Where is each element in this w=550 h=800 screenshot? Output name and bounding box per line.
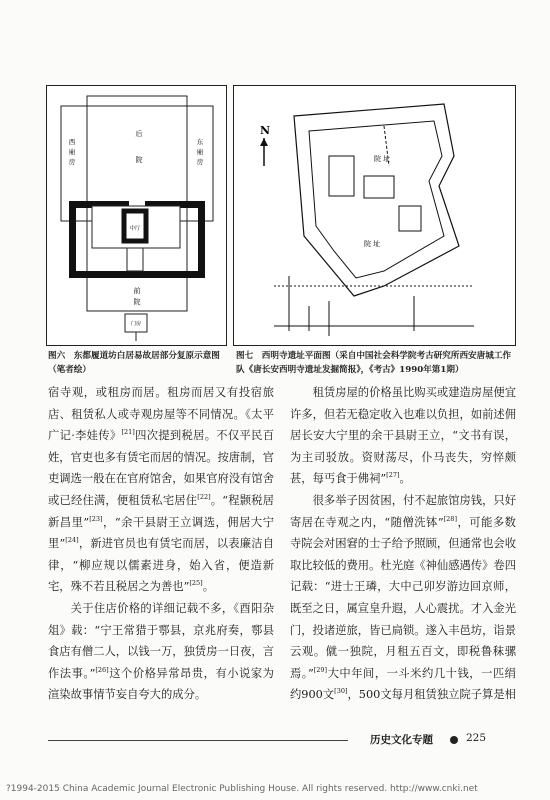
- svg-text:房: 房: [196, 158, 204, 166]
- svg-text:后: 后: [135, 130, 143, 138]
- body-column-left: [48, 382, 274, 706]
- footnote-ref: [29]: [313, 665, 328, 674]
- east-wing-label: [197, 137, 204, 166]
- paragraph: 租赁房屋的价格虽比购买或建造房屋便宜许多，但若无稳定收入也难以负担，如前述佣居长安大宁里的余干县尉王立，“文书有误，为主司驳放。资财荡尽，仆马丧失，穷悴颇甚，每丐食于佛祠”[27]。: [290, 386, 516, 486]
- back-court-label: [136, 129, 143, 164]
- footer-rule: [48, 740, 348, 741]
- figure-6: [46, 85, 227, 346]
- page-number: 225: [466, 732, 487, 744]
- body-column-right: [290, 382, 516, 706]
- footnote-ref: [21]: [121, 428, 135, 437]
- svg-text:前: 前: [133, 287, 141, 295]
- residence-plan-diagram: [47, 86, 226, 345]
- svg-text:院: 院: [133, 298, 141, 306]
- svg-text:东: 东: [196, 138, 204, 146]
- yard-label-2: 院 址: [364, 240, 381, 248]
- footnote-ref: [25]: [189, 579, 203, 588]
- west-wing-label: [69, 138, 76, 166]
- footnote-ref: [28]: [443, 514, 457, 523]
- footnote-ref: [27]: [386, 471, 400, 480]
- svg-text:西: 西: [68, 138, 76, 146]
- figure-6-caption: 图六 东都履道坊白居易故居部分复原示意图（笔者绘）: [48, 351, 220, 375]
- temple-site-plan: [234, 86, 515, 345]
- yard-label-1: 院 址: [374, 155, 391, 163]
- paragraph: 关于住店价格的详细记载不多，《酉阳杂俎》载：“宁王常猎于鄠县，京兆府奏，鄠县食店有僧二人，以钱一万，独赁房一日夜，言作法事。”[26]这个价格异常昂贵，有小说家为渲染故事情节妄自夸大的成分。: [48, 601, 274, 702]
- svg-text:N: N: [260, 124, 271, 137]
- svg-text:房: 房: [68, 158, 76, 166]
- copyright-watermark: ?1994-2015 China Academic Journal Electronic Publishing House. All rights reserved. http://www.cnki.net: [6, 784, 478, 794]
- bullet-dot: [450, 736, 458, 744]
- middle-hall-label: 中厅: [129, 226, 141, 232]
- svg-text:廂: 廂: [68, 148, 76, 156]
- footnote-ref: [24]: [65, 536, 79, 545]
- paragraph: 宿寺观，或租房而居。租房而居又有投宿旅店、租赁私人或寺观房屋等不同情况。《太平广记·李娃传》[21]四次提到税居。不仅平民百姓，官吏也多有赁宅而居的情况。按唐制，官吏调选一般在在官府馆舍，如果官府没有馆舍或已经住满，便租赁私宅居住[22]。“程颢税居新昌里”[23]，“余干县尉王立调选，佣居大宁里”[24]，新进官员也有赁宅而居，以表廉洁自律，“柳应规以儒素进身，始入省，便造新宅，殊不若且税居之为善也”[25]。: [48, 386, 275, 594]
- gate-label: 门房: [130, 321, 142, 327]
- footnote-ref: [23]: [89, 514, 103, 523]
- figure-7: [233, 85, 516, 346]
- footnote-ref: [22]: [197, 493, 211, 502]
- north-arrow: [260, 124, 270, 166]
- paragraph: 很多举子因贫困，付不起旅馆房钱，只好寄居在寺观之内，“随僧洗钵”[28]，可能多数寺院会对困窘的士子给予照顾，但通常也会收取比较低的费用。杜光庭《神仙感遇传》卷四记载：“进士王璘，大中己卯岁游边回京师，既至之日，属宣皇升遐，人心震扰。才入金光门，投诸逆旅，皆已扃锁。遂入丰邑坊，诣景云观。僦一独院，月租五百文，即税鲁秣骡焉。”[29]大中年间，一斗米约几十钱，一匹绢约900文[30]，500文每月租赁独立院子算是相: [290, 493, 516, 702]
- footnote-ref: [26]: [95, 665, 109, 674]
- journal-section-title: 历史文化专题: [370, 734, 433, 746]
- svg-text:廂: 廂: [196, 148, 204, 156]
- front-court-label: [134, 286, 141, 306]
- footnote-ref: [30]: [334, 687, 348, 696]
- figure-7-caption: 图七 西明寺遗址平面图（采自中国社会科学院考古研究所西安唐城工作队《唐长安西明寺遗址发掘简报》，《考古》1990年第1期）: [236, 351, 512, 375]
- svg-text:院: 院: [135, 156, 143, 164]
